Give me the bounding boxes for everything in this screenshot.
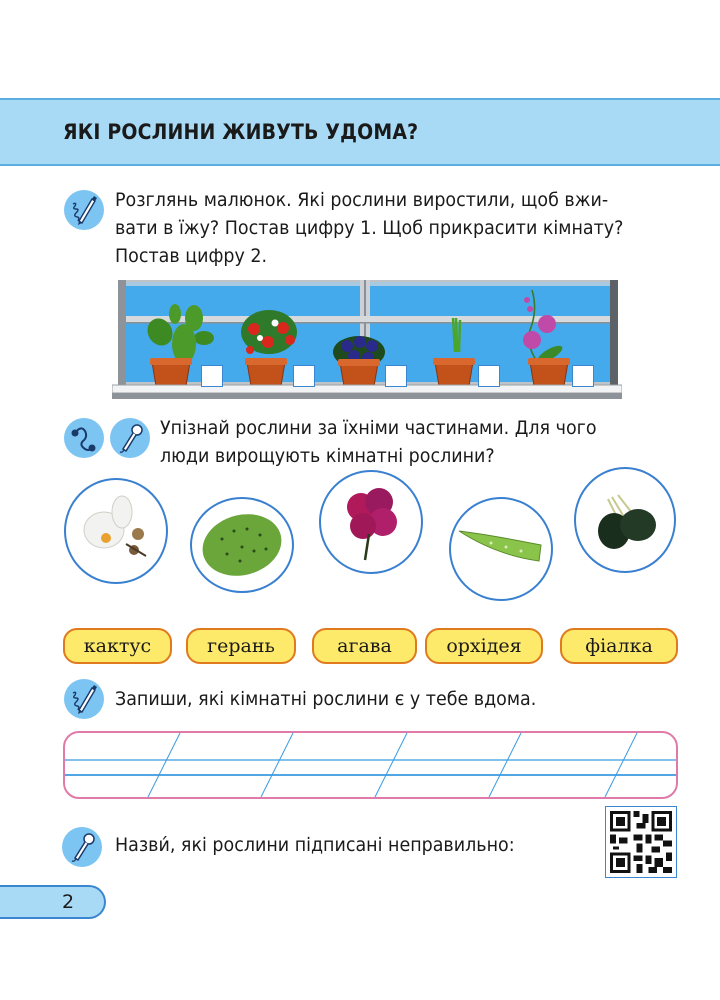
label-tag-cactus[interactable]: кактус [63, 628, 172, 664]
page-title: ЯКІ РОСЛИНИ ЖИВУТЬ УДОМА? [63, 120, 419, 144]
task4-instructions: Назви́, які рослини підписані неправильно: [115, 834, 515, 856]
pen-writing-icon [64, 679, 104, 719]
answer-box-orchid[interactable] [572, 365, 594, 387]
plant-part-agave-leaf [449, 497, 553, 601]
plant-part-orchid [64, 478, 168, 584]
task1-instructions [115, 186, 623, 270]
task2-line1: Упізнай рослини за їхніми частинами. Для чого [160, 417, 597, 439]
task2-line2: люди вирощують кімнатні рослини? [160, 445, 495, 467]
section-header [0, 98, 720, 166]
label-tag-violet[interactable]: фіалка [560, 628, 678, 664]
page-number [0, 885, 106, 919]
windowsill-illustration [112, 280, 622, 400]
task1-line1: Розглянь малюнок. Які рослини виростили, щоб вжи- [115, 189, 609, 211]
microphone-icon [62, 827, 102, 867]
plant-part-geranium [319, 470, 423, 574]
label-tag-agave[interactable]: агава [312, 628, 417, 664]
green-onion-plant [453, 318, 460, 352]
task3-instructions: Запиши, які кімнатні рослини є у тебе вдома. [115, 688, 537, 710]
answer-box-cactus[interactable] [201, 365, 223, 387]
microphone-icon [110, 418, 150, 458]
pen-writing-icon [64, 190, 104, 230]
task1-line3: Постав цифру 2. [115, 245, 268, 267]
plant-part-fruit [190, 497, 294, 593]
answer-box-strawberry[interactable] [293, 365, 315, 387]
page-number-label: 2 [62, 891, 75, 913]
strawberry-plant [241, 310, 297, 354]
handwriting-answer-field[interactable] [63, 731, 678, 799]
answer-box-onion[interactable] [478, 365, 500, 387]
connect-line-icon [64, 418, 104, 458]
answer-box-violet[interactable] [385, 365, 407, 387]
plant-part-violet-leaves [574, 467, 676, 573]
task1-line2: вати в їжу? Постав цифру 1. Щоб прикрасити кімнату? [115, 217, 624, 239]
qr-code[interactable] [605, 806, 677, 878]
label-tag-orchid[interactable]: орхідея [425, 628, 543, 664]
task2-instructions [160, 414, 597, 470]
label-tag-geranium[interactable]: герань [186, 628, 296, 664]
